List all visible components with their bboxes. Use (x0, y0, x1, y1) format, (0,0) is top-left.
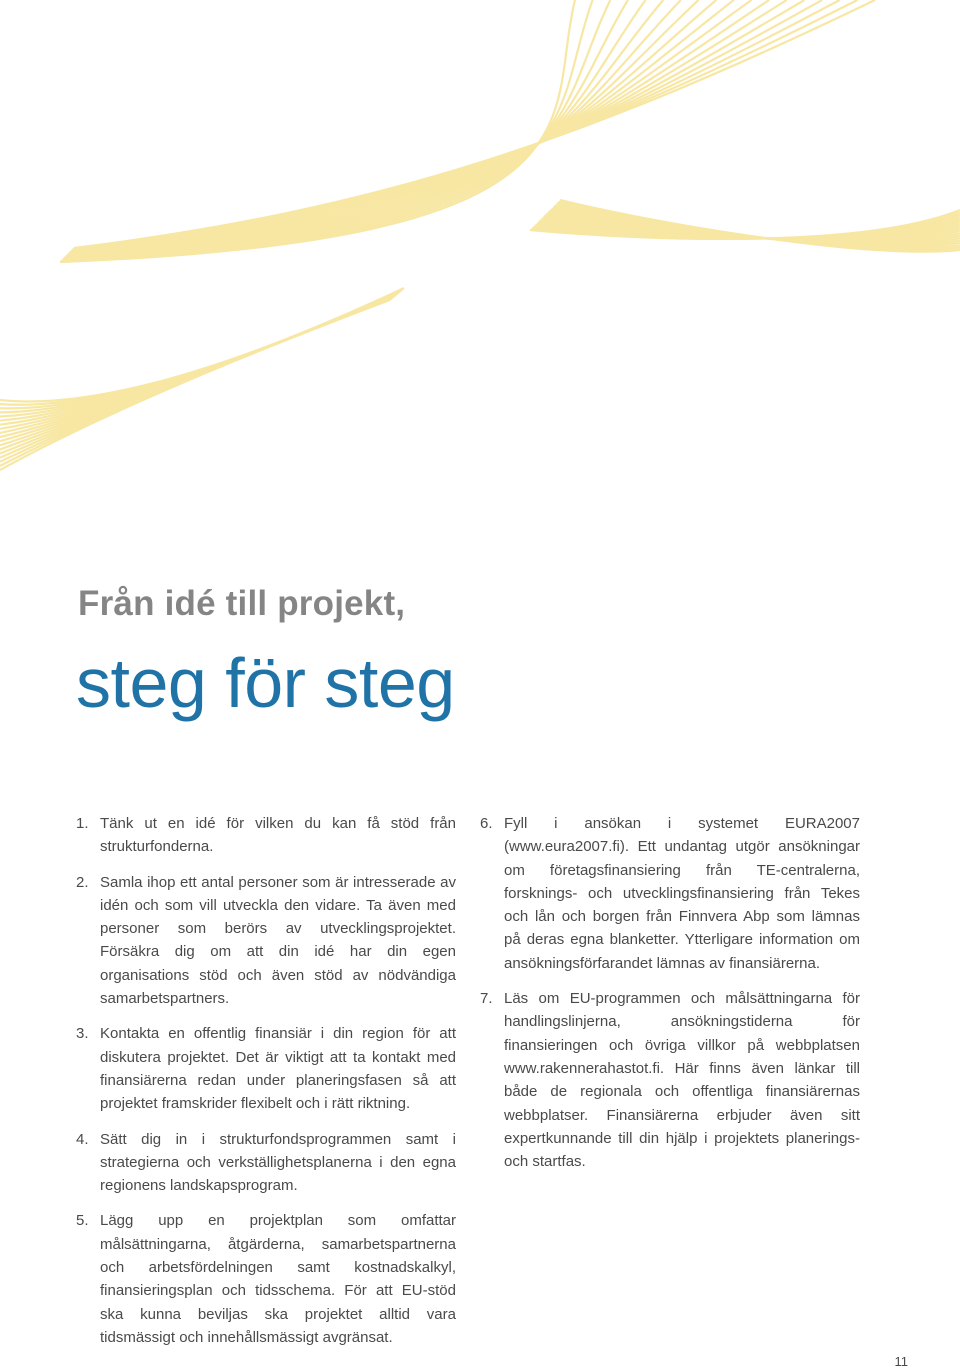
step-number: 2. (76, 873, 89, 891)
step-text: Kontakta en offentlig finansiär i din region för att diskutera projektet. Det är viktigt att ta kontakt med finansiärerna redan under planeringsfasen så att projektet framskrider flexibelt och i rätt riktning. (100, 1025, 456, 1113)
step-number: 1. (76, 815, 89, 832)
ribbon-stroke (72, 0, 823, 250)
step-text: Fyll i ansökan i systemet EURA2007 (www.eura2007.fi). Ett undantag utgör ansökningar om företagsfinansiering från TE-centralerna, forsknings- och utvecklingsfinansiering från Tekes och lån och borgen från Finnvera Abp som lämnas på deras egna blanketter. Ytterligare information om ansökningsförfarandet lämnas av finansiärerna. (504, 815, 860, 972)
ribbon-stroke (0, 291, 401, 417)
step-text: Samla ihop ett antal personer som är intresserade av idén och som vill utveckla den vidare. Ta även med personer som berörs av utvecklingsprojektet. Försäkra dig om att din idé har din egen organisations stöd och även stöd av nödvändiga samarbetspartners. (100, 873, 456, 1008)
ribbon-stroke (0, 299, 391, 466)
step-number: 4. (76, 1130, 89, 1148)
step-text: Sätt dig in i strukturfondsprogrammen samt i strategierna och verkställighetsplanerna i den egna regionens landskapsprogram. (100, 1130, 456, 1195)
page-title: Från idé till projekt, (78, 584, 406, 623)
step-number: 5. (76, 1212, 89, 1230)
ribbon-decoration (0, 0, 960, 480)
step-number: 3. (76, 1025, 89, 1043)
step-item (76, 812, 456, 859)
ribbon-stroke (71, 0, 805, 251)
ribbon-stroke (0, 300, 390, 470)
page-number: 11 (894, 1354, 908, 1369)
page-subtitle: steg för steg (76, 644, 455, 722)
step-text: Tänk ut en idé för vilken du kan få stöd från strukturfonderna. (100, 815, 456, 856)
step-item (76, 1128, 456, 1198)
steps-left-column (76, 812, 456, 1361)
steps-right-column (480, 812, 860, 1185)
ribbon-stroke (0, 288, 404, 402)
ribbon-stroke (72, 0, 839, 250)
step-item (480, 987, 860, 1173)
ribbon-stroke (0, 289, 402, 408)
step-item (76, 871, 456, 1011)
ribbon-stroke (0, 289, 403, 405)
step-number: 6. (480, 815, 493, 832)
step-item (76, 1022, 456, 1115)
step-text: Lägg upp en projektplan som omfattar målsättningarna, åtgärderna, samarbetspartnerna och arbetsfördelningen samt kostnadskalkyl, finansieringsplan och tidsschema. För att EU-stöd ska kunna beviljas ska projektet alltid vara tidsmässigt och innehållsmässigt avgränsat. (100, 1212, 456, 1346)
step-item (76, 1209, 456, 1349)
ribbon-stroke (0, 292, 400, 421)
step-text: Läs om EU-programmen och målsättningarna för handlingslinjerna, ansökningstiderna för finansieringen och övriga villkor på webbplatsen www.rakennerahastot.fi. Här finns även länkar till både de regionala och offentliga finansiärernas webbplatser. Finansiärerna erbjuder även sitt expertkunnande till din hjälp i projektets planerings- och startfas. (504, 990, 860, 1171)
step-item (480, 812, 860, 975)
step-number: 7. (480, 990, 493, 1008)
ribbon-stroke (0, 290, 402, 412)
